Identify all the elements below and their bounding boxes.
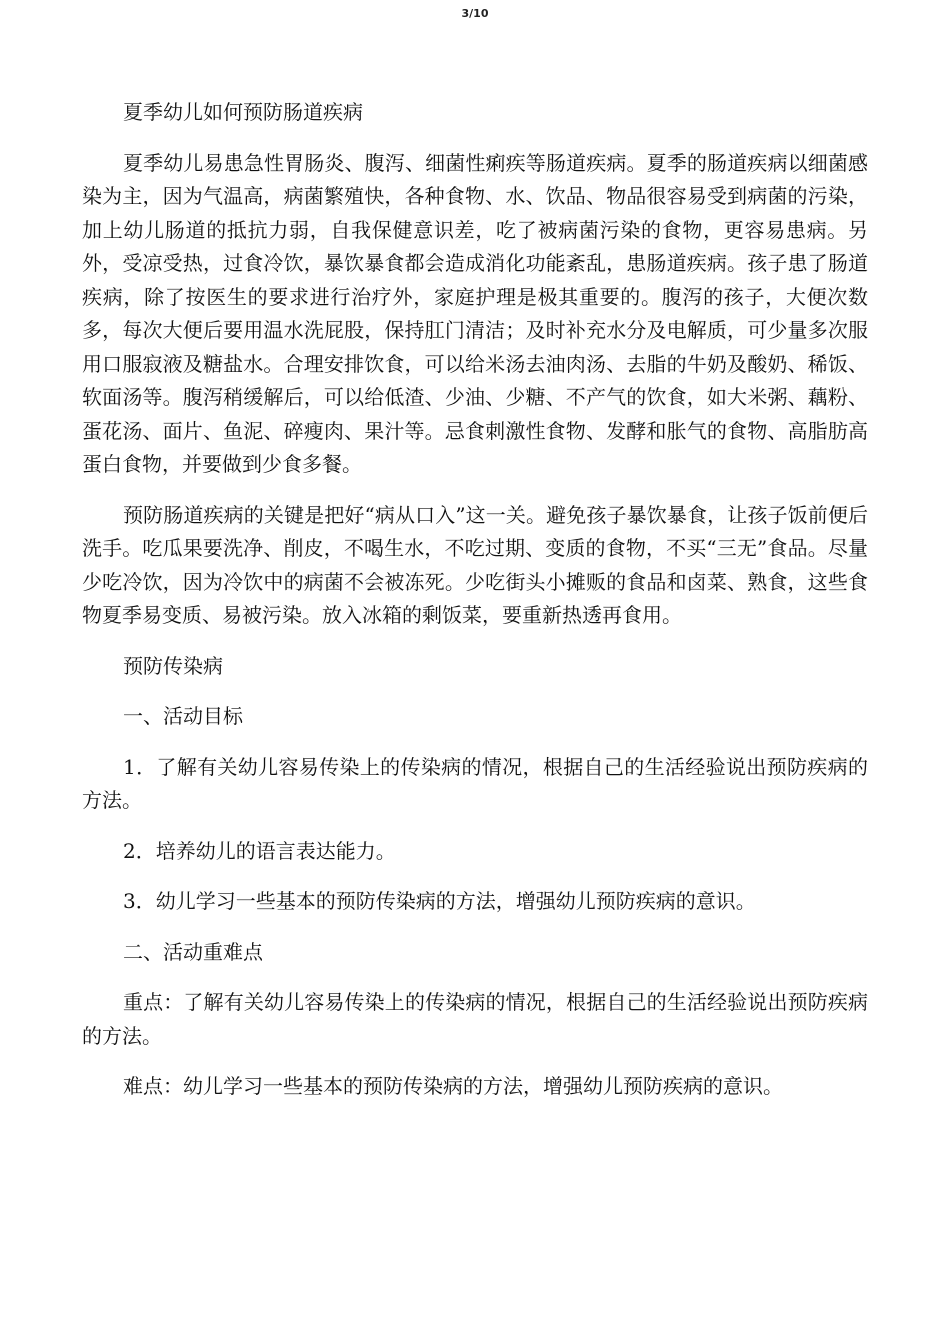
goal-item-3: 3．幼儿学习一些基本的预防传染病的方法，增强幼儿预防疾病的意识。 — [123, 889, 756, 913]
page-number: 3/10 — [461, 7, 489, 20]
intro-paragraph: 夏季幼儿易患急性胃肠炎、腹泻、细菌性痢疾等肠道疾病。夏季的肠道疾病以细菌感染为主，因为气温高，病菌繁殖快，各种食物、水、饮品、物品很容易受到病菌的污染，加上幼儿肠道的抵抗力弱，自我保健意识差，吃了被病菌污染的食物，更容易患病。另外，受凉受热，过食冷饮，暴饮暴食都会造成消化功能紊乱，患肠道疾病。孩子患了肠道疾病，除了按医生的要求进行治疗外，家庭护理是极其重要的。腹泻的孩子，大便次数多，每次大便后要用温水洗屁股，保持肛门清洁；及时补充水分及电解质，可少量多次服用口服寂液及糖盐水。合理安排饮食，可以给米汤去油肉汤、去脂的牛奶及酸奶、稀饭、软面汤等。腹泻稍缓解后，可以给低渣、少油、少糖、不产气的饮食，如大米粥、藕粉、蛋花汤、面片、鱼泥、碎瘦肉、果汁等。忌食刺激性食物、发酵和胀气的食物、高脂肪高蛋白食物，并要做到少食多餐。 — [82, 150, 868, 476]
goal-item-2: 2．培养幼儿的语言表达能力。 — [123, 838, 396, 863]
prevention-paragraph: 预防肠道疾病的关键是把好“病从口入”这一关。避免孩子暴饮暴食，让孩子饭前便后洗手。吃瓜果要洗净、削皮，不喝生水，不吃过期、变质的食物，不买“三无”食品。尽量少吃冷饮，因为冷饮中的病菌不会被冻死。少吃街头小摊贩的食品和卤菜、熟食，这些食物夏季易变质、易被污染。放入冰箱的剩饭菜，要重新热透再食用。 — [82, 502, 868, 627]
key-points-heading: 二、活动重难点 — [123, 939, 263, 964]
document-body — [82, 96, 868, 1121]
difficult-point-paragraph: 难点：幼儿学习一些基本的预防传染病的方法，增强幼儿预防疾病的意识。 — [123, 1074, 783, 1098]
section-title: 预防传染病 — [123, 653, 223, 678]
document-title: 夏季幼儿如何预防肠道疾病 — [123, 100, 363, 124]
goals-heading: 一、活动目标 — [123, 704, 243, 728]
goal-item-1: 1．了解有关幼儿容易传染上的传染病的情况，根据自己的生活经验说出预防疾病的方法。 — [82, 754, 868, 812]
key-point-paragraph: 重点：了解有关幼儿容易传染上的传染病的情况，根据自己的生活经验说出预防疾病的方法。 — [82, 990, 868, 1048]
